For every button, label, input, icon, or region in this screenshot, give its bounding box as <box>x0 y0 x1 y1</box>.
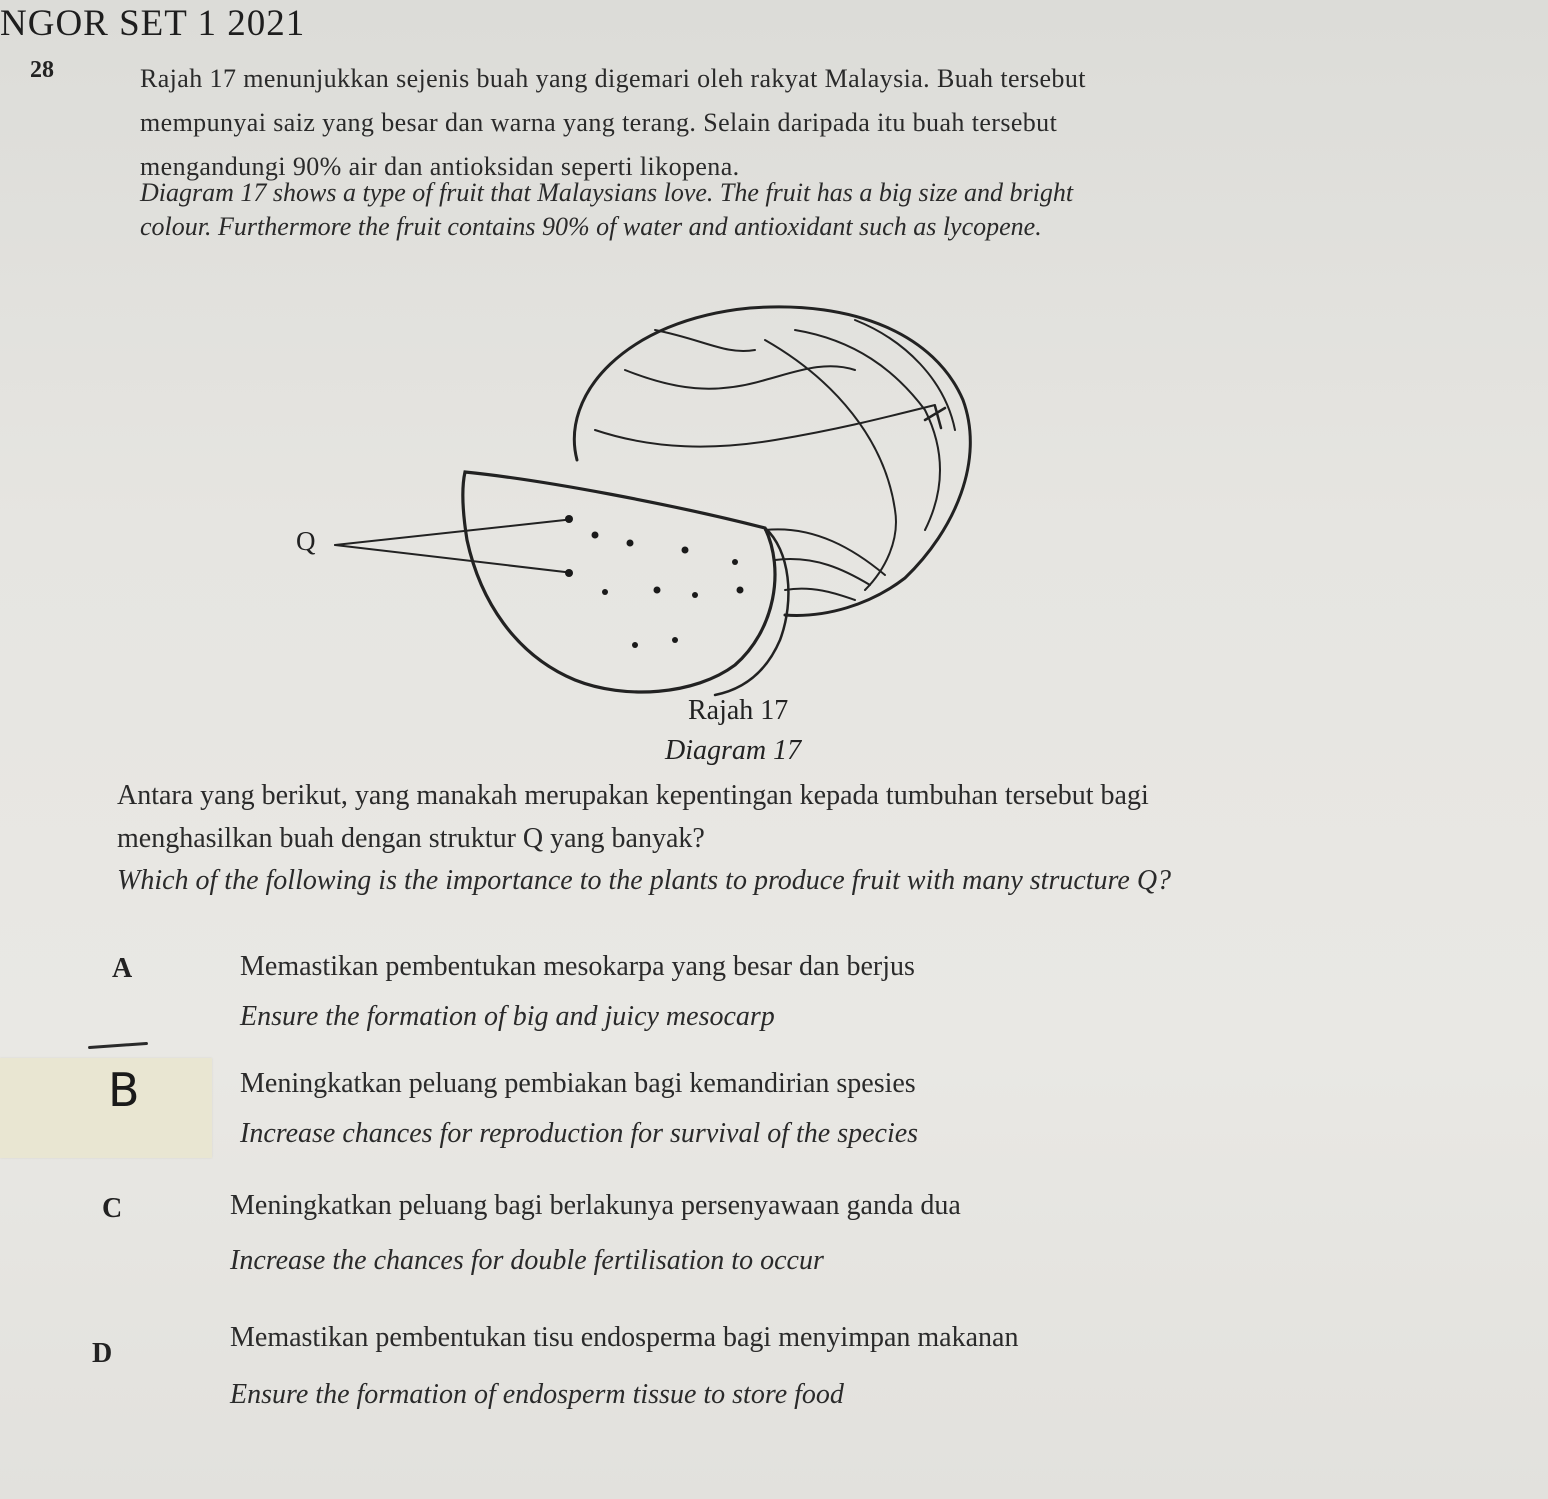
question-ms-line-2: menghasilkan buah dengan struktur Q yang banyak? <box>117 823 705 854</box>
seed <box>602 589 608 595</box>
option-a-letter: A <box>112 953 133 984</box>
option-d-en: Ensure the formation of endosperm tissue to store food <box>230 1379 844 1410</box>
seed <box>627 540 634 547</box>
question-number: 28 <box>30 57 54 83</box>
option-b-ms: Meningkatkan peluang pembiakan bagi kemandirian spesies <box>240 1068 916 1099</box>
seed <box>592 532 599 539</box>
seed <box>672 637 678 643</box>
seed <box>682 547 689 554</box>
intro-en-line-2: colour. Furthermore the fruit contains 90% of water and antioxidant such as lycopene. <box>140 212 1042 241</box>
intro-en-line-1: Diagram 17 shows a type of fruit that Malaysians love. The fruit has a big size and bright <box>140 178 1074 207</box>
intro-ms-line-1: Rajah 17 menunjukkan sejenis buah yang digemari oleh rakyat Malaysia. Buah tersebut <box>140 64 1086 93</box>
seed <box>654 587 661 594</box>
intro-ms-line-2: mempunyai saiz yang besar dan warna yang terang. Selain daripada itu buah tersebut <box>140 108 1058 137</box>
q-pointer-line-lower <box>335 545 565 572</box>
q-pointer-line-upper <box>335 520 565 545</box>
seed <box>692 592 698 598</box>
cut-surface-line <box>765 529 885 575</box>
watermelon-diagram <box>295 300 995 700</box>
option-a-ms: Memastikan pembentukan mesokarpa yang besar dan berjus <box>240 951 915 982</box>
diagram-caption-ms: Rajah 17 <box>688 695 789 726</box>
option-d-ms: Memastikan pembentukan tisu endosperma bagi menyimpan makanan <box>230 1322 1019 1353</box>
melon-stripe <box>765 340 896 590</box>
cut-surface-line <box>775 559 870 585</box>
option-a-en: Ensure the formation of big and juicy mesocarp <box>240 1001 775 1032</box>
seed <box>565 515 573 523</box>
seed <box>565 569 573 577</box>
melon-stem-end <box>925 406 945 428</box>
option-c-en: Increase the chances for double fertilisation to occur <box>230 1245 824 1276</box>
option-c-ms: Meningkatkan peluang bagi berlakunya persenyawaan ganda dua <box>230 1190 961 1221</box>
pen-stroke <box>88 1042 148 1049</box>
whole-melon-outline <box>574 307 970 616</box>
question-en: Which of the following is the importance to the plants to produce fruit with many structure Q? <box>117 865 1172 896</box>
seed <box>732 559 738 565</box>
page-header: NGOR SET 1 2021 <box>0 3 306 44</box>
correction-tape <box>0 1058 212 1158</box>
option-b-letter: B <box>108 1063 140 1117</box>
diagram-caption-en: Diagram 17 <box>665 735 802 766</box>
option-c-letter: C <box>102 1193 123 1224</box>
melon-stripe <box>655 330 755 351</box>
option-b-en: Increase chances for reproduction for survival of the species <box>240 1118 919 1149</box>
seed <box>632 642 638 648</box>
cut-surface-line <box>785 589 855 600</box>
melon-stripe <box>795 330 940 530</box>
melon-stripe <box>595 405 935 447</box>
q-label: Q <box>296 526 316 556</box>
question-ms-line-1: Antara yang berikut, yang manakah merupakan kepentingan kepada tumbuhan tersebut bagi <box>117 780 1149 811</box>
seed <box>737 587 744 594</box>
option-d-letter: D <box>92 1338 113 1369</box>
intro-ms-line-3: mengandungi 90% air dan antioksidan seperti likopena. <box>140 152 740 181</box>
melon-stripe <box>625 366 855 389</box>
slice-outline <box>463 472 775 692</box>
